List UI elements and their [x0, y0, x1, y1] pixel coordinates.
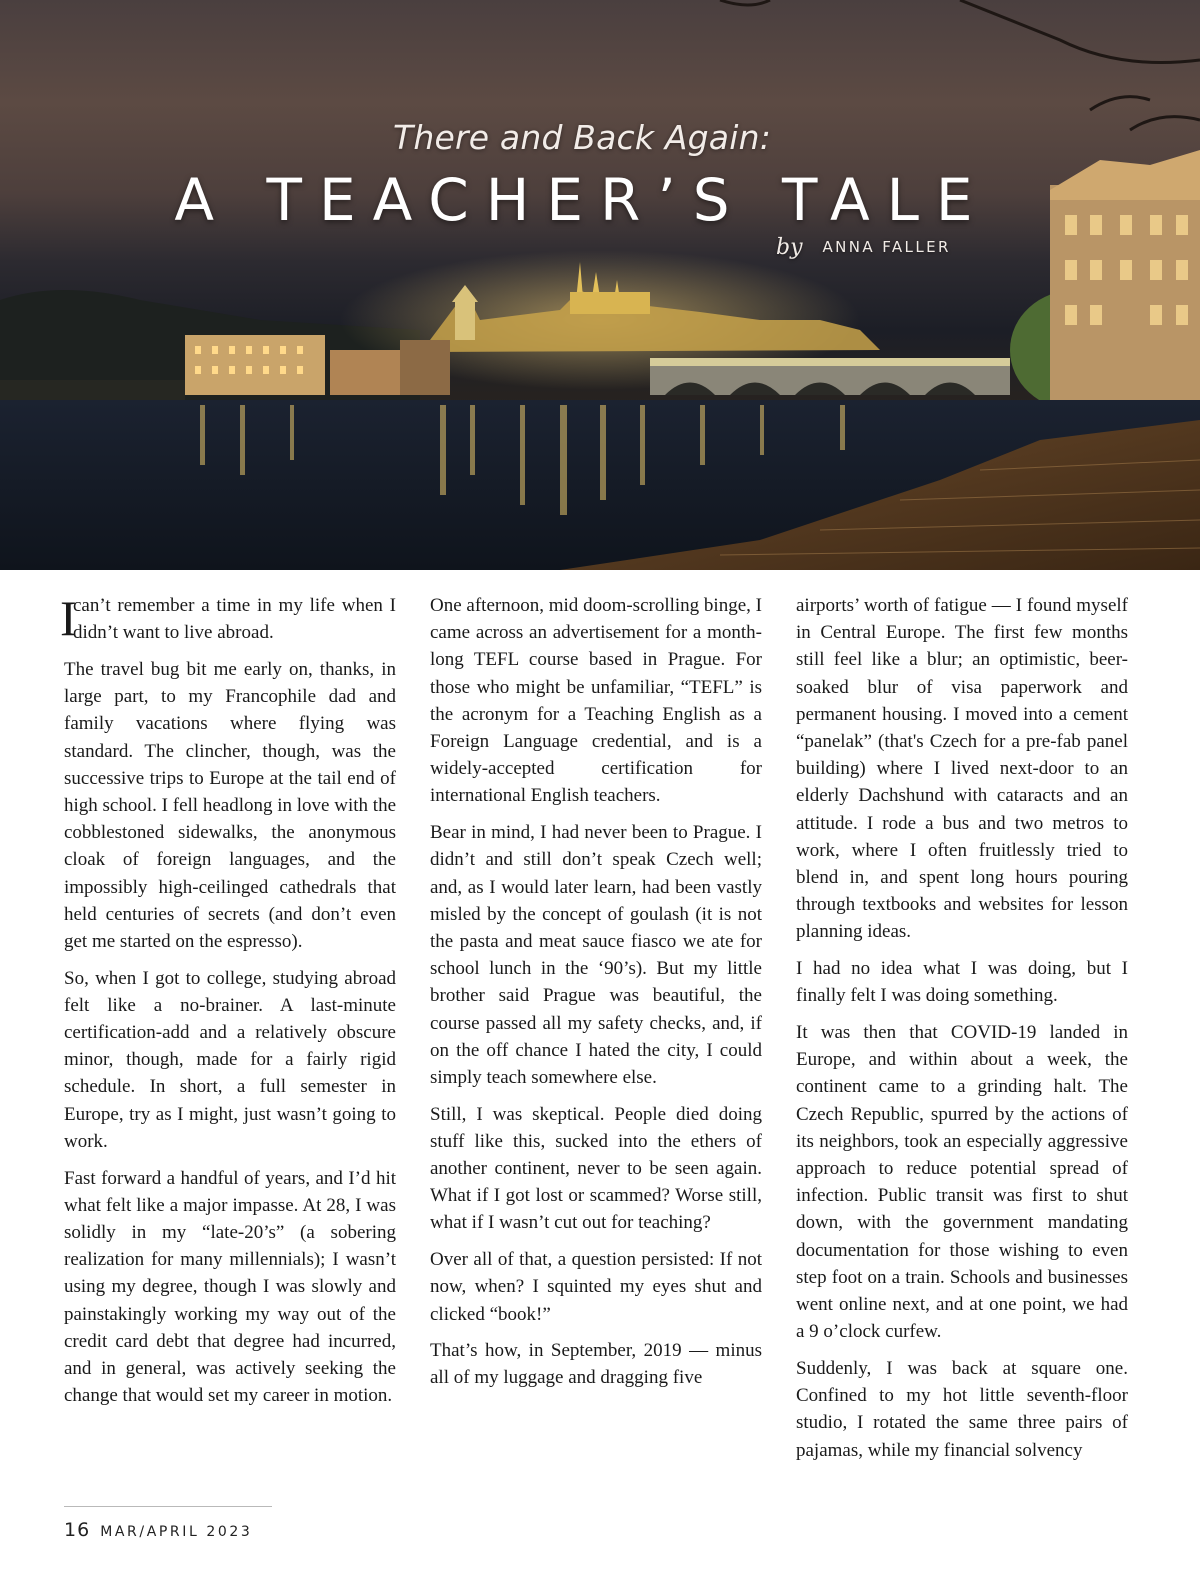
- article-title: A TEACHER’S TALE: [174, 166, 990, 234]
- byline: [776, 230, 951, 264]
- paragraph: Bear in mind, I had never been to Prague. I didn’t and still don’t speak Czech well; and, as I would later learn, had been vastly misled by the concept of goulash (it is not the pasta and meat sauce fiasco we ate for school lunch in the ‘90’s). But my little brother said Prague was beautiful, the course passed all my safety checks, and, if on the off chance I hated the city, I could simply teach somewhere else.: [430, 822, 762, 1088]
- paragraph-text: can’t remember a time in my life when I didn’t want to live abroad.: [73, 595, 396, 644]
- paragraph: One afternoon, mid doom-scrolling binge, I came across an advertisement for a month-long TEFL course based in Prague. For those who might be unfamiliar, “TEFL” is the acronym for a Teaching English as a Foreign Language credential, and is a widely-accepted certification for international English teachers.: [430, 595, 762, 807]
- page-number: 16: [64, 1519, 91, 1541]
- article-column-3: [796, 592, 1128, 1473]
- paragraph: It was then that COVID-19 landed in Europe, and within about a week, the continent came to a grinding halt. The Czech Republic, spurred by the actions of its neighbors, took an especially aggressive approach to reduce potential spread of infection. Public transit was first to shut down, with the government mandating documentation for those wishing to even step foot on a train. Schools and businesses went online next, and at one point, we had a 9 o’clock curfew.: [796, 1022, 1128, 1343]
- page-footer: [64, 1519, 252, 1541]
- article-column-2: [430, 592, 762, 1401]
- paragraph: I had no idea what I was doing, but I finally felt I was doing something.: [796, 958, 1128, 1007]
- paragraph: Still, I was skeptical. People died doing stuff like this, sucked into the ethers of another continent, never to be seen again. What if I got lost or scammed? Worse still, what if I wasn’t cut out for teaching?: [430, 1103, 762, 1234]
- byline-prefix: by: [776, 234, 803, 260]
- hero-photo: [0, 0, 1200, 570]
- paragraph: The travel bug bit me early on, thanks, in large part, to my Francophile dad and family vacations where flying was standard. The clincher, though, was the successive trips to Europe at the tail end of high school. I fell headlong in love with the cobblestoned sidewalks, the anonymous cloak of foreign languages, and the impossibly high-ceilinged cathedrals that held centuries of secrets (and don’t even get me started on the espresso).: [64, 658, 396, 952]
- paragraph: Fast forward a handful of years, and I’d hit what felt like a major impasse. At 28, I was solidly in my “late-20’s” (a sobering realization for many millennials); I wasn’t using my degree, though I was slowly and painstakingly working my way out of the credit card debt that degree had incurred, and in general, was actively seeking the change that would set my career in motion.: [64, 1167, 396, 1407]
- article-kicker: There and Back Again:: [392, 118, 772, 157]
- author-name: ANNA FALLER: [822, 238, 951, 256]
- drop-cap: I: [60, 590, 77, 646]
- issue-date: MAR/APRIL 2023: [100, 1524, 253, 1540]
- paragraph: So, when I got to college, studying abroad felt like a no-brainer. A last-minute certification-add and a relatively obscure minor, though, made for a fairly rigid schedule. In short, a full semester in Europe, try as I might, just wasn’t going to work.: [64, 967, 396, 1152]
- article-column-1: [60, 590, 396, 1419]
- paragraph: [60, 590, 396, 646]
- footer-rule: [64, 1506, 272, 1507]
- paragraph: Suddenly, I was back at square one. Confined to my hot little seventh-floor studio, I rotated the same three pairs of pajamas, while my financial solvency: [796, 1357, 1128, 1461]
- paragraph: airports’ worth of fatigue — I found myself in Central Europe. The first few months still feel like a blur; an optimistic, beer-soaked blur of visa paperwork and permanent housing. I moved into a cement “panelak” (that's Czech for a pre-fab panel building) where I lived next-door to an elderly Dachshund with cataracts and an attitude. I rode a bus and two metros to work, where I often fruitlessly tried to blend in, and spent long hours pouring through textbooks and websites for lesson planning ideas.: [796, 595, 1128, 943]
- paragraph: Over all of that, a question persisted: If not now, when? I squinted my eyes shut and clicked “book!”: [430, 1249, 762, 1325]
- prague-night-scene: [0, 0, 1200, 570]
- paragraph: That’s how, in September, 2019 — minus all of my luggage and dragging five: [430, 1340, 762, 1389]
